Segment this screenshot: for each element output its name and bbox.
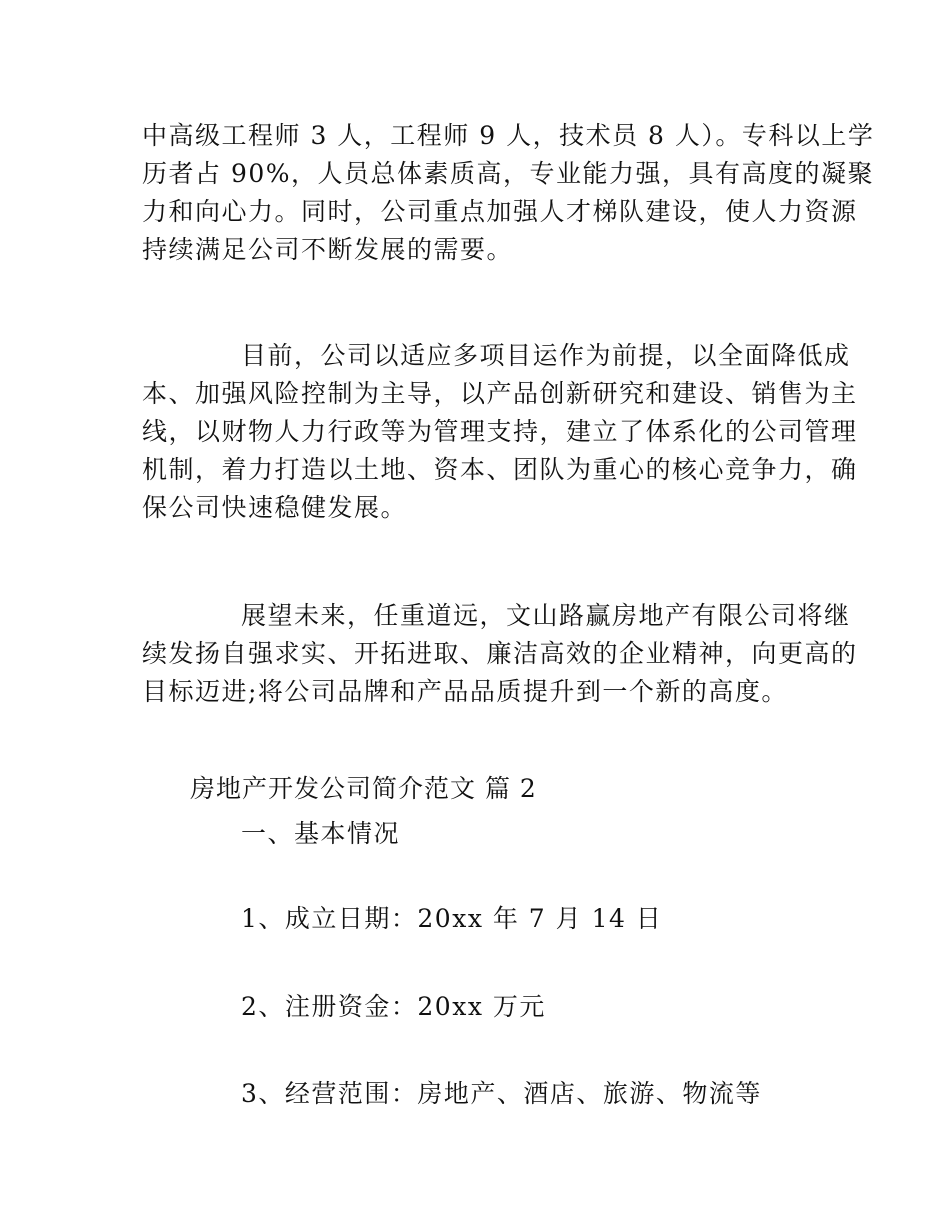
paragraph-line: 保公司快速稳健发展。: [142, 493, 408, 522]
paragraph-line: 目标迈进;将公司品牌和产品品质提升到一个新的高度。: [142, 677, 788, 706]
info-item-founding-date: 1、成立日期：20xx 年 7 月 14 日: [241, 904, 663, 933]
paragraph-line: 历者占 90%，人员总体素质高，专业能力强，具有高度的凝聚: [142, 159, 875, 188]
paragraph-line: 本、加强风险控制为主导，以产品创新研究和建设、销售为主: [142, 379, 858, 408]
paragraph-line: 机制，着力打造以土地、资本、团队为重心的核心竞争力，确: [142, 455, 858, 484]
paragraph-line: 续发扬自强求实、开拓进取、廉洁高效的企业精神，向更高的: [142, 639, 858, 668]
paragraph-staff-quality: [142, 117, 875, 269]
paragraph-management: [142, 337, 858, 527]
info-item-registered-capital: 2、注册资金：20xx 万元: [241, 992, 546, 1021]
paragraph-line: 目前，公司以适应多项目运作为前提，以全面降低成: [241, 341, 851, 370]
paragraph-line: 中高级工程师 3 人，工程师 9 人，技术员 8 人）。专科以上学: [142, 121, 875, 150]
paragraph-line: 展望未来，任重道远，文山路赢房地产有限公司将继: [241, 601, 851, 630]
paragraph-line: 线，以财物人力行政等为管理支持，建立了体系化的公司管理: [142, 417, 858, 446]
paragraph-line: 力和向心力。同时，公司重点加强人才梯队建设，使人力资源: [142, 197, 858, 226]
info-item-business-scope: 3、经营范围：房地产、酒店、旅游、物流等: [241, 1079, 762, 1108]
subsection-title: 一、基本情况: [241, 819, 401, 848]
section-title: 房地产开发公司简介范文 篇 2: [190, 774, 537, 803]
paragraph-line: 持续满足公司不断发展的需要。: [142, 235, 514, 264]
paragraph-outlook: [142, 597, 858, 711]
